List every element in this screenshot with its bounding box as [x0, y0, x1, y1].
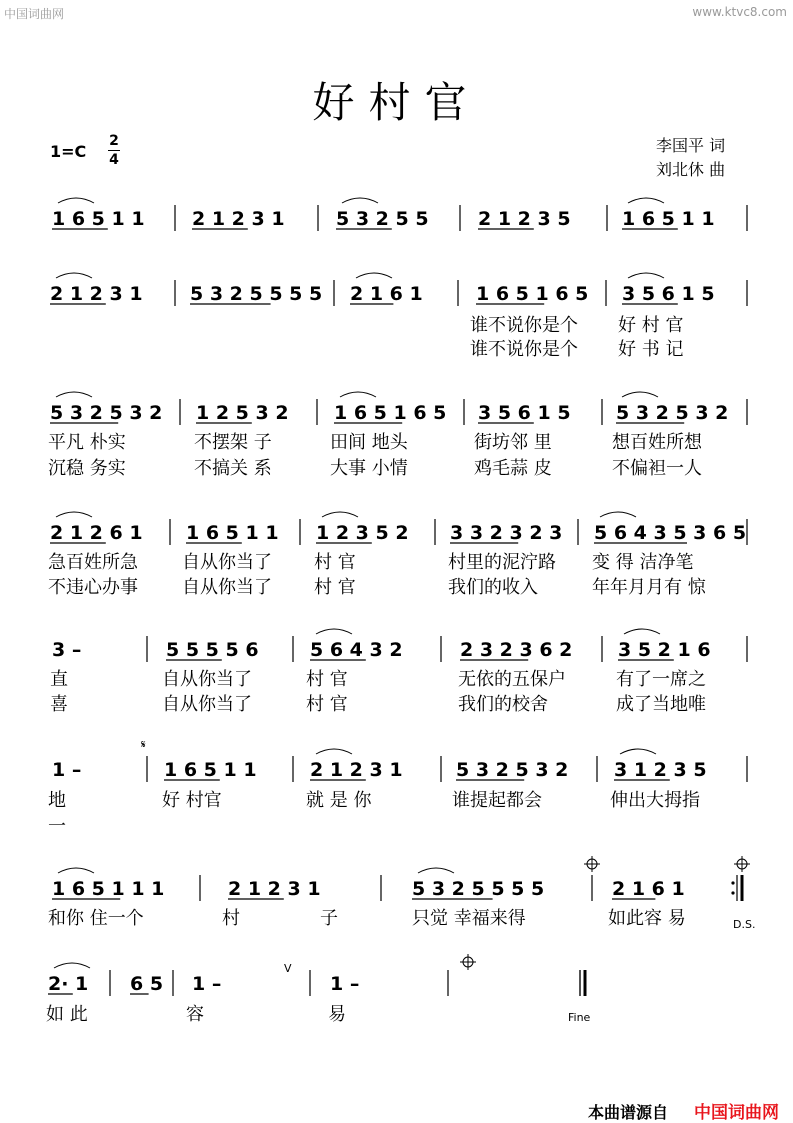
slur-arc [340, 392, 376, 397]
measure-notes: 1 6 5 1 1 1 [52, 878, 165, 900]
measure-notes: 1 – [52, 759, 82, 781]
lyric-verse2: 村 官 [306, 694, 348, 715]
lyric-verse1: 想百姓所想 [612, 432, 702, 453]
composer-credit: 刘北休 曲 [656, 160, 726, 179]
measure-notes: 5 3 2 5 3 2 [616, 402, 729, 424]
measure-notes: 2 1 6 1 [612, 878, 685, 900]
measure-notes: 3 5 6 1 5 [622, 283, 715, 305]
lyric-verse2: 不违心办事 [48, 577, 138, 598]
measure-notes: 1 – [192, 973, 222, 995]
lyric-verse2: 我们的收入 [448, 577, 538, 598]
measure-notes: 2 1 2 3 1 [228, 878, 321, 900]
measure-notes: 1 6 5 1 1 [622, 208, 715, 230]
lyric-verse1: 和你 住一个 [48, 908, 144, 929]
measure-notes: 3 3 2 3 2 3 [450, 522, 563, 544]
fine-mark: Fine [568, 1011, 591, 1024]
measure-notes: 2 1 2 3 1 [50, 283, 143, 305]
lyric-verse1: 村里的泥泞路 [448, 552, 556, 573]
measure-notes: 1 6 5 1 1 [186, 522, 279, 544]
slur-arc [620, 749, 656, 754]
slur-arc [56, 512, 92, 517]
lyric-verse2: 鸡毛蒜 皮 [474, 458, 552, 479]
lyric-verse2: 好 书 记 [618, 339, 684, 360]
slur-arc [418, 868, 454, 873]
lyric-verse1: 村 官 [306, 669, 348, 690]
slur-arc [316, 629, 352, 634]
lyric-verse1: 自从你当了 [162, 669, 252, 690]
watermark-left: 中国词曲网 [4, 7, 65, 21]
measure-notes: 1 6 5 1 6 5 [334, 402, 447, 424]
footer-source-label: 本曲谱源自 [588, 1103, 669, 1122]
lyric-verse1: 如 此 [46, 1004, 88, 1025]
slur-arc [56, 273, 92, 278]
slur-arc [622, 392, 658, 397]
lyric-verse2: 成了当地唯 [616, 694, 706, 715]
slur-arc [54, 963, 90, 968]
measure-notes: 5 3 2 5 5 5 5 [412, 878, 545, 900]
measure-notes: 5 3 2 5 5 [336, 208, 429, 230]
lyric-verse2: 沉稳 务实 [48, 458, 126, 479]
lyric-verse1: 就 是 你 [306, 790, 372, 811]
ds-mark: D.S. [733, 918, 756, 931]
lyric-verse1: 街坊邻 里 [474, 432, 552, 453]
measure-notes: 5 3 2 5 5 5 5 [190, 283, 323, 305]
lyric-verse1: 只觉 幸福来得 [412, 908, 526, 929]
measure-notes: 5 3 2 5 3 2 [456, 759, 569, 781]
measure-notes: 5 3 2 5 3 2 [50, 402, 163, 424]
slur-arc [600, 512, 636, 517]
measure-notes: 3 1 2 3 5 [614, 759, 707, 781]
slur-arc [628, 198, 664, 203]
slur-arc [628, 273, 664, 278]
measure-notes: 5 6 4 3 2 [310, 639, 403, 661]
lyric-verse1: 谁不说你是个 [470, 315, 578, 336]
watermark-right: www.ktvc8.com [692, 5, 787, 19]
measure-notes: 1 – [330, 973, 360, 995]
lyric-verse1: 子 [320, 908, 338, 929]
repeat-dot [731, 891, 734, 894]
lyric-verse2: 年年月月有 惊 [592, 577, 706, 598]
footer-site-name: 中国词曲网 [694, 1103, 779, 1123]
lyric-verse1: 村 官 [314, 552, 356, 573]
lyric-verse2: 自从你当了 [182, 577, 272, 598]
measure-notes: 1 6 5 1 1 [52, 208, 145, 230]
lyric-verse2: 喜 [50, 694, 68, 715]
lyric-verse2: 我们的校舍 [458, 694, 548, 715]
lyric-verse2: 谁不说你是个 [470, 339, 578, 360]
lyric-verse2: 不偏袒一人 [612, 458, 702, 479]
lyric-verse1: 不摆架 子 [194, 432, 272, 453]
lyricist-credit: 李国平 词 [656, 136, 726, 155]
lyric-verse1: 地 [48, 790, 66, 811]
lyric-verse1: 自从你当了 [182, 552, 272, 573]
lyric-verse1: 容 [186, 1004, 204, 1025]
measure-notes: 3 5 2 1 6 [618, 639, 711, 661]
lyric-verse1: 直 [50, 669, 68, 690]
lyric-verse1: 谁提起都会 [452, 790, 542, 811]
measure-notes: 6 5 [130, 973, 164, 995]
segno-mark: 𝄋 [141, 738, 146, 751]
measure-notes: 2 1 2 6 1 [50, 522, 143, 544]
lyric-verse1: 无依的五保户 [458, 669, 566, 690]
slur-arc [624, 629, 660, 634]
slur-arc [56, 392, 92, 397]
slur-arc [316, 749, 352, 754]
measure-notes: 1 2 5 3 2 [196, 402, 289, 424]
lyric-verse2: 大事 小情 [330, 458, 408, 479]
measure-notes: 5 6 4 3 5 3 6 5 [594, 522, 747, 544]
measure-notes: 3 5 6 1 5 [478, 402, 571, 424]
lyric-verse1: 易 [328, 1004, 346, 1025]
lyric-verse1: 村 [222, 908, 240, 929]
slur-arc [342, 198, 378, 203]
measure-notes: 2 1 2 3 1 [192, 208, 285, 230]
lyric-verse2: 村 官 [314, 577, 356, 598]
lyric-verse1: 伸出大拇指 [610, 790, 700, 811]
lyric-verse2: 一 [48, 816, 66, 837]
lyric-verse1: 急百姓所急 [48, 552, 138, 573]
slur-arc [356, 273, 392, 278]
key-signature: 1=C [50, 142, 87, 161]
lyric-verse2: 自从你当了 [162, 694, 252, 715]
lyric-verse1: 田间 地头 [330, 432, 408, 453]
measure-notes: 3 – [52, 639, 82, 661]
lyric-verse1: 好 村官 [162, 790, 222, 811]
measure-notes: 1 6 5 1 1 [164, 759, 257, 781]
slur-arc [322, 512, 358, 517]
lyric-verse1: 好 村 官 [618, 315, 684, 336]
measure-notes: 1 2 3 5 2 [316, 522, 409, 544]
lyric-verse1: 平凡 朴实 [48, 432, 126, 453]
meter-top: 2 [109, 133, 119, 149]
breath-mark: V [284, 962, 292, 975]
lyric-verse1: 变 得 洁净笔 [592, 552, 694, 573]
measure-notes: 1 6 5 1 6 5 [476, 283, 589, 305]
lyric-verse2: 不搞关 系 [194, 458, 272, 479]
measure-notes: 2· 1 [48, 973, 89, 995]
meter-bottom: 4 [109, 152, 119, 168]
lyric-verse1: 如此容 易 [608, 908, 686, 929]
measure-notes: 2 1 6 1 [350, 283, 423, 305]
slur-arc [58, 868, 94, 873]
song-title: 好村官 [312, 78, 481, 127]
slur-arc [58, 198, 94, 203]
measure-notes: 2 1 2 3 5 [478, 208, 571, 230]
repeat-dot [731, 881, 734, 884]
lyric-verse1: 有了一席之 [616, 669, 706, 690]
measure-notes: 2 1 2 3 1 [310, 759, 403, 781]
measure-notes: 2 3 2 3 6 2 [460, 639, 573, 661]
measure-notes: 5 5 5 5 6 [166, 639, 259, 661]
